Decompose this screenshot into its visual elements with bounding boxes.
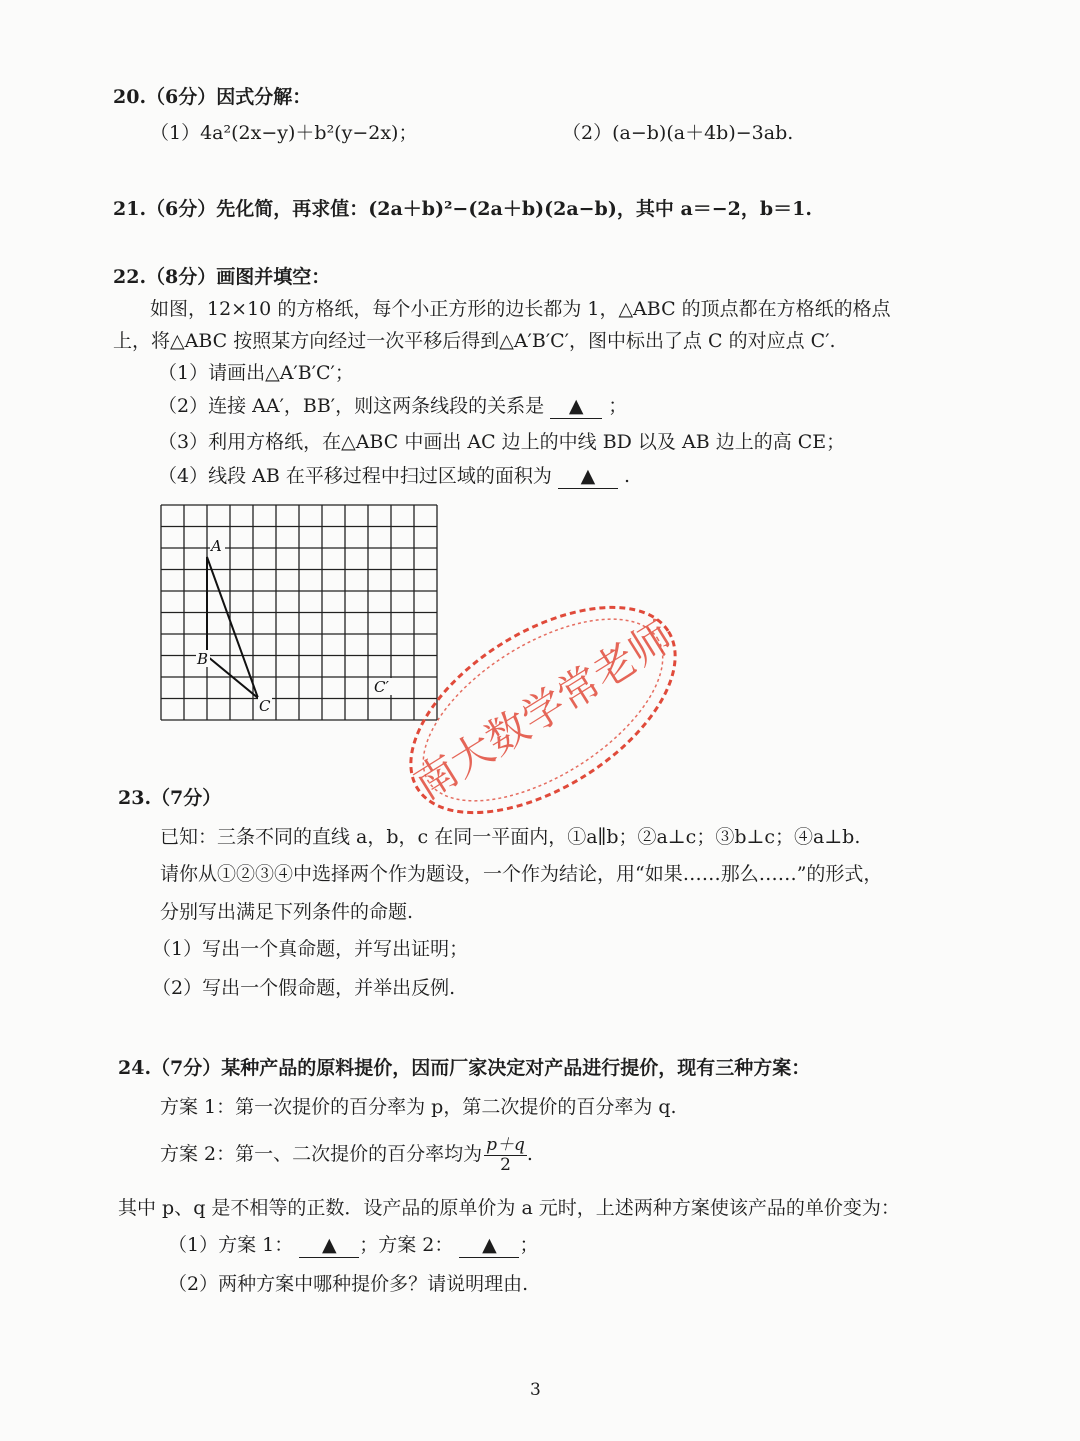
q24-part2: （2）两种方案中哪种提价多？请说明理由. <box>168 1273 529 1295</box>
teacher-stamp <box>388 585 698 835</box>
q24-plan2-fraction <box>484 1136 527 1174</box>
fraction-denominator: 2 <box>500 1154 511 1175</box>
q22-part4 <box>158 465 630 489</box>
q22-part4-text: （4）线段 AB 在平移过程中扫过区域的面积为 <box>158 465 552 487</box>
q24-plan2-blank: ▲ <box>459 1234 519 1258</box>
q22-part1: （1）请画出△A′B′C′； <box>158 362 354 384</box>
q20-part1: （1）4a²(2x−y)＋b²(y−2x)； <box>150 122 418 144</box>
label-a: A <box>211 537 222 555</box>
stamp-text: 南大数学常老师 <box>405 611 681 810</box>
q24-plan1-blank: ▲ <box>299 1234 359 1258</box>
q24-plan2-end: . <box>526 1143 533 1166</box>
q22-part2-text: （2）连接 AA′，BB′，则这两条线段的关系是 <box>158 395 545 417</box>
q22-part2-blank: ▲ <box>550 395 602 419</box>
q24-condition: 其中 p、q 是不相等的正数．设产品的原单价为 a 元时，上述两种方案使该产品的单价变为： <box>118 1197 900 1219</box>
q23-header: 23.（7分） <box>118 787 222 809</box>
q23-known: 已知：三条不同的直线 a，b，c 在同一平面内，①a∥b；②a⊥c；③b⊥c；④a⊥b. <box>160 826 861 848</box>
q23-part2: （2）写出一个假命题，并举出反例. <box>152 977 456 999</box>
q21-header: 21.（6分）先化简，再求值：(2a＋b)²−(2a＋b)(2a−b)，其中 a＝−2，b＝1. <box>113 198 813 220</box>
q22-intro-line1: 如图，12×10 的方格纸，每个小正方形的边长都为 1，△ABC 的顶点都在方格纸的格点 <box>150 298 891 320</box>
q22-part3: （3）利用方格纸，在△ABC 中画出 AC 边上的中线 BD 以及 AB 边上的高 CE； <box>158 431 846 453</box>
q24-plan1: 方案 1：第一次提价的百分率为 p，第二次提价的百分率为 q. <box>160 1096 677 1118</box>
q22-part4-blank: ▲ <box>558 465 618 489</box>
label-c: C <box>259 697 271 715</box>
q22-header: 22.（8分）画图并填空： <box>113 266 331 288</box>
label-c-prime: C′ <box>374 678 389 696</box>
q23-ask-line2: 分别写出满足下列条件的命题. <box>160 901 414 923</box>
q23-part1: （1）写出一个真命题，并写出证明； <box>152 938 469 960</box>
q23-ask-line1: 请你从①②③④中选择两个作为题设，一个作为结论，用“如果……那么……”的形式， <box>160 863 883 885</box>
q20-part2: （2）(a−b)(a＋4b)−3ab. <box>562 122 794 144</box>
q22-intro-line2: 上，将△ABC 按照某方向经过一次平移后得到△A′B′C′，图中标出了点 C 的对应点 C′. <box>113 330 836 352</box>
q24-header: 24.（7分）某种产品的原料提价，因而厂家决定对产品进行提价，现有三种方案： <box>118 1057 811 1079</box>
q20-header: 20.（6分）因式分解： <box>113 86 312 108</box>
q24-part1 <box>168 1234 538 1258</box>
q22-part4-end: . <box>623 465 630 487</box>
q22-part2 <box>158 395 627 419</box>
label-b: B <box>197 650 209 668</box>
fraction-numerator: p＋q <box>486 1135 525 1155</box>
q24-part1-end: ； <box>519 1234 539 1256</box>
page-number: 3 <box>530 1380 541 1400</box>
q24-part1-mid: ；方案 2： <box>359 1234 454 1256</box>
q24-part1-label: （1）方案 1： <box>168 1234 294 1256</box>
q24-plan2 <box>160 1136 533 1174</box>
q24-plan2-text: 方案 2：第一、二次提价的百分率均为 <box>160 1143 483 1166</box>
q22-part2-end: ； <box>608 395 628 417</box>
